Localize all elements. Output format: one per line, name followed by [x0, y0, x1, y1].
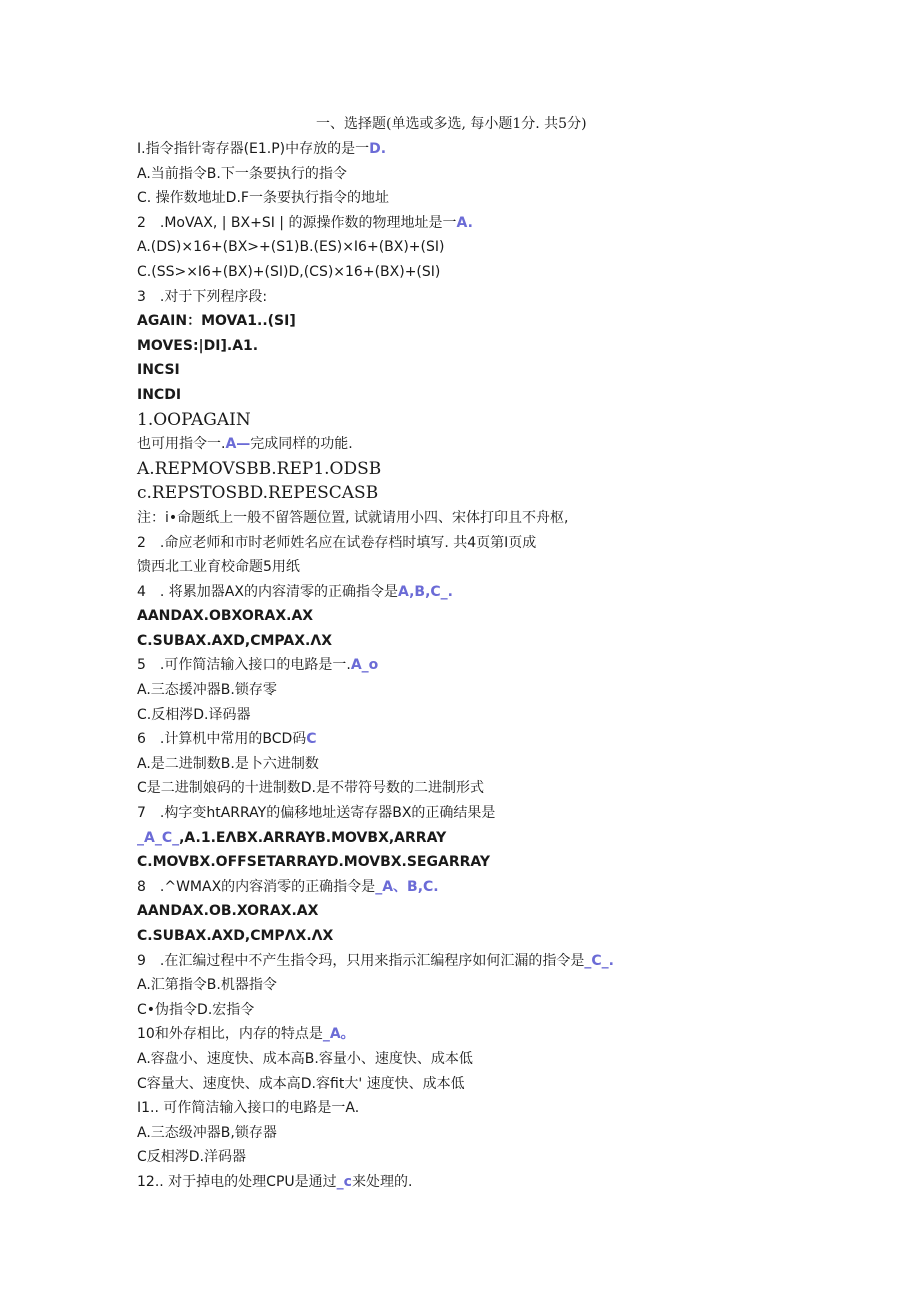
document-line: [137, 1022, 897, 1047]
line-text: 4 . 将累加器AX的内容清零的正确指令是: [137, 583, 398, 600]
answer-mark: _A_C_: [137, 829, 180, 846]
line-text: c.REPSTOSBD.REPESCASB: [137, 483, 379, 504]
answer-mark: A,B,C_.: [397, 583, 453, 600]
question-lines: [137, 137, 897, 1195]
document-line: [137, 678, 897, 703]
document-line: [137, 1096, 897, 1121]
line-text: 1.OOPAGAIN: [137, 409, 251, 430]
line-text: 10和外存相比，内存的特点是: [137, 1026, 323, 1043]
line-text: INCSI: [137, 362, 180, 379]
line-text: C反相涔D.洋码器: [137, 1149, 247, 1166]
line-text: A.当前指令B.下一条要执行的指令: [137, 165, 347, 182]
document-line: [137, 408, 897, 433]
document-line: [137, 801, 897, 826]
document-line: [137, 949, 897, 974]
line-text: 2 .MoVAX, | BX+SI | 的源操作数的物理地址是一: [137, 214, 457, 231]
document-line: [137, 924, 897, 949]
document-line: [137, 998, 897, 1023]
document-line: [137, 162, 897, 187]
line-text: C.反相涔D.译码器: [137, 706, 251, 723]
answer-mark: _c: [336, 1173, 352, 1190]
document-line: [137, 703, 897, 728]
document-line: [137, 309, 897, 334]
document-line: [137, 457, 897, 482]
line-text: 2 .命应老师和市时老师姓名应在试卷存档时填写. 共4页第I页成: [137, 534, 537, 551]
line-text: C.(SS>×I6+(BX)+(SI)D,(CS)×16+(BX)+(SI): [137, 263, 441, 280]
line-text: MOVES:|DI].A1.: [137, 337, 259, 354]
line-text: C容量大、速度快、成本高D.容fit大' 速度快、成本低: [137, 1075, 465, 1092]
line-text: 5 .可作简洁输入接口的电路是一.: [137, 657, 351, 674]
line-text: 馈西北工业育校命题5用纸: [137, 559, 300, 576]
line-text: 12.. 对于掉电的处理CPU是通过: [137, 1173, 337, 1190]
line-text: A.容盘小、速度快、成本高B.容量小、速度快、成本低: [137, 1050, 473, 1067]
document-line: [137, 776, 897, 801]
line-text: I.指令指针寄存器(E1.P)中存放的是一: [137, 141, 370, 157]
document-line: [137, 1072, 897, 1097]
document-line: [137, 1170, 897, 1195]
document-line: [137, 285, 897, 310]
line-text: 3 .对于下列程序段:: [137, 288, 268, 305]
document-line: [137, 358, 897, 383]
document-line: [137, 1145, 897, 1170]
document-line: [137, 137, 897, 162]
line-text: 也可用指令一.: [137, 436, 226, 453]
document-line: [137, 580, 897, 605]
answer-mark: D.: [369, 141, 387, 157]
document-line: [137, 727, 897, 752]
document-line: [137, 531, 897, 556]
document-line: [137, 211, 897, 236]
document-line: [137, 850, 897, 875]
line-text: 9 .在汇编过程中不产生指令玛，只用来指示汇编程序如何汇漏的指令是: [137, 952, 585, 969]
line-text: AANDAX.OBXORAX.AX: [137, 608, 314, 625]
document-line: [137, 334, 897, 359]
line-text: C.SUBAX.AXD,CMPΛX.ΛX: [137, 928, 334, 944]
line-text-after: 来处理的.: [351, 1173, 413, 1190]
document-line: [137, 826, 897, 851]
line-text: A.是二进制数B.是卜六进制数: [137, 755, 319, 772]
line-text: I1.. 可作简洁输入接口的电路是一A.: [137, 1100, 360, 1117]
document-line: [137, 875, 897, 900]
line-text: C.SUBAX.AXD,CMPAX.ΛX: [137, 632, 332, 649]
document-line: [137, 899, 897, 924]
line-text: 7 .构字变htARRAY的偏移地址送寄存器BX的正确结果是: [137, 805, 496, 822]
document-line: [137, 973, 897, 998]
document-line: [137, 383, 897, 408]
line-text: 8 .^WMAX的内容消零的正确指令是: [137, 878, 376, 895]
document-line: [137, 629, 897, 654]
document-line: [137, 432, 897, 457]
line-text: C.MOVBX.OFFSETARRAYD.MOVBX.SEGARRAY: [137, 854, 491, 871]
answer-mark: C: [306, 731, 317, 748]
line-text: AGAIN：MOVA1..(SI]: [137, 313, 296, 330]
answer-mark: A—: [225, 436, 251, 453]
section-title: 一、选择题(单选或多选, 每小题1分. 共5分): [316, 116, 587, 132]
answer-mark: _C_.: [584, 952, 614, 969]
line-text: A.汇第指令B.机器指令: [137, 977, 277, 994]
line-text: A.三态级冲器B,锁存器: [137, 1124, 277, 1141]
document-line: [137, 752, 897, 777]
line-text: 6 .计算机中常用的BCD码: [137, 731, 307, 748]
document-line: [137, 506, 897, 531]
line-text: INCDI: [137, 386, 182, 403]
document-line: [137, 653, 897, 678]
line-text: C•伪指令D.宏指令: [137, 1001, 255, 1018]
line-text: A.三态援冲器B.锁存零: [137, 682, 277, 699]
document-line: [137, 186, 897, 211]
document-line: [137, 235, 897, 260]
line-text-after: ,A.1.EΛBX.ARRAYB.MOVBX,ARRAY: [179, 829, 447, 846]
line-text-after: 完成同样的功能.: [250, 436, 353, 453]
answer-mark: _A。: [322, 1026, 355, 1043]
document-line: [137, 260, 897, 285]
answer-mark: A.: [456, 214, 473, 231]
line-text: AANDAX.OB.XORAX.AX: [137, 903, 319, 920]
answer-mark: A_o: [350, 657, 379, 674]
document-line: [137, 1121, 897, 1146]
answer-mark: _A、B,C.: [375, 878, 439, 895]
line-text: C是二进制娘码的十进制数D.是不带符号数的二进制形式: [137, 780, 485, 797]
document-line: [137, 555, 897, 580]
document-line: [137, 604, 897, 629]
document-line: [137, 481, 897, 506]
line-text: A.REPMOVSBB.REP1.ODSB: [137, 458, 382, 479]
line-text: A.(DS)×16+(BX>+(S1)B.(ES)×I6+(BX)+(SI): [137, 239, 445, 256]
document-line: [137, 1047, 897, 1072]
line-text: 注：i•命题纸上一般不留答题位置, 试就请用小四、宋体打印且不舟枢,: [137, 509, 569, 526]
line-text: C. 操作数地址D.F一条要执行指令的地址: [137, 190, 389, 207]
